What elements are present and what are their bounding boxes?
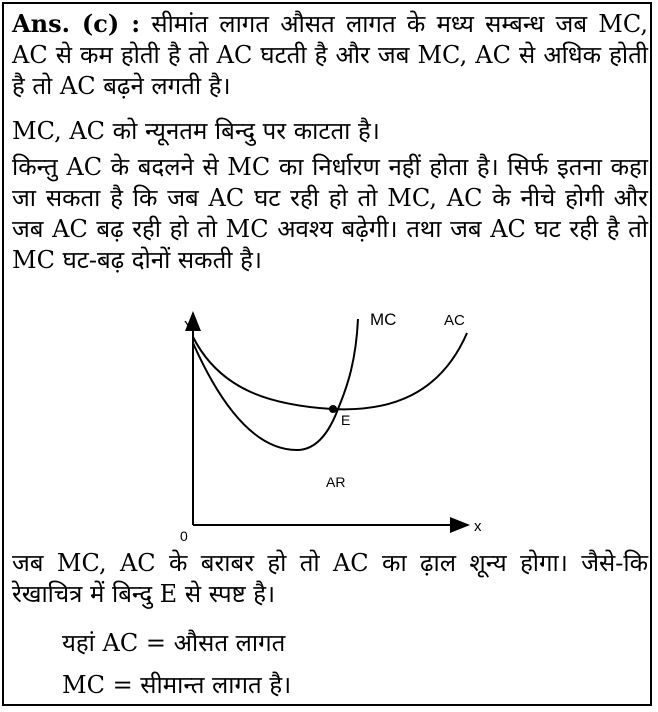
cost-curve-diagram [160,305,480,545]
answer-paragraph-3: किन्तु AC के बदलने से MC का निर्धारण नहीं होता है। सिर्फ इतना कहा जा सकता है कि जब AC घट रही हो तो MC, AC के नीचे होगी और जब AC बढ़ रही हो तो MC अवश्य बढ़ेगी। तथा जब AC घट रही है तो MC घट-बढ़ दोनों सकती है। [12,153,648,274]
mc-definition-line: MC = सीमान्त लागत है। [62,671,292,699]
answer-paragraph-1 [12,8,648,102]
equilibrium-point [329,405,337,413]
mc-curve-label: MC [370,310,397,329]
y-axis-label: Y [184,318,195,335]
ar-region-label: AR [326,474,346,490]
answer-paragraph-2: MC, AC को न्यूनतम बिन्दु पर काटता है। [12,117,380,145]
ac-curve [193,333,467,409]
answer-prefix: Ans. (c) : [12,9,141,38]
origin-label: 0 [180,528,188,544]
ac-definition-line: यहां AC = औसत लागत [62,629,286,657]
para1-text: सीमांत लागत औसत लागत के मध्य सम्बन्ध जब MC, AC से कम होती है तो AC घटती है और जब MC, AC से अधिक होती है तो AC बढ़ने लगती है। [12,10,648,100]
x-axis-label: x [474,518,482,535]
mc-curve [193,319,358,450]
answer-paragraph-4: जब MC, AC के बराबर हो तो AC का ढ़ाल शून्य होगा। जैसे-कि रेखाचित्र में बिन्दु E से स्पष्ट है। [12,549,648,608]
ac-curve-label: AC [444,312,465,329]
point-e-label: E [341,412,351,428]
